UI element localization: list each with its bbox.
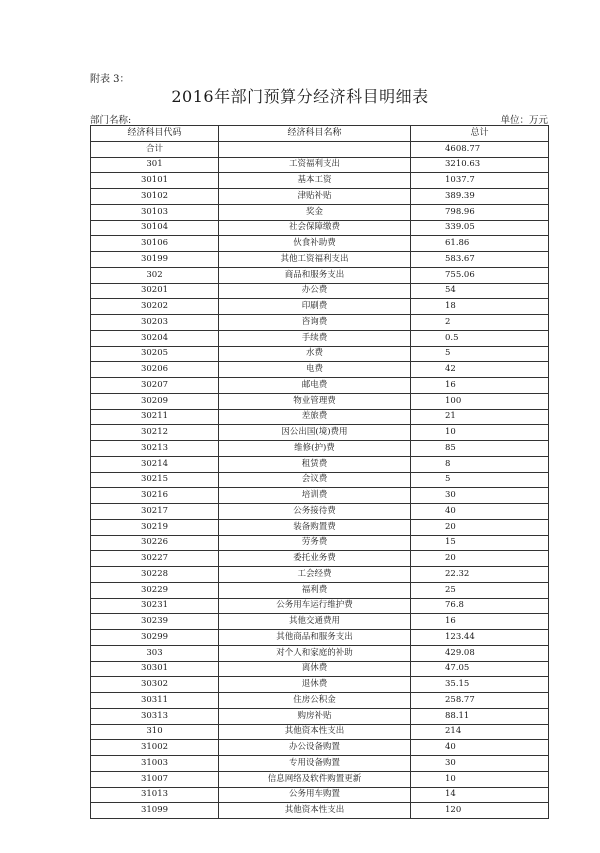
row-name: 劳务费 <box>219 535 411 551</box>
budget-table <box>90 125 549 819</box>
row-amount: 14 <box>411 787 549 803</box>
header-code: 经济科目代码 <box>91 126 219 142</box>
row-name: 津贴补贴 <box>219 189 411 205</box>
row-name: 咨询费 <box>219 315 411 331</box>
row-code: 30214 <box>91 456 219 472</box>
row-code: 301 <box>91 157 219 173</box>
row-code: 30203 <box>91 315 219 331</box>
row-amount: 100 <box>411 393 549 409</box>
row-amount: 258.77 <box>411 693 549 709</box>
row-amount: 76.8 <box>411 598 549 614</box>
row-code: 303 <box>91 645 219 661</box>
row-name: 商品和服务支出 <box>219 267 411 283</box>
page-title: 2016年部门预算分经济科目明细表 <box>171 87 429 106</box>
row-code: 30215 <box>91 472 219 488</box>
row-name: 其他商品和服务支出 <box>219 630 411 646</box>
table-row <box>91 456 549 472</box>
row-name: 社会保障缴费 <box>219 220 411 236</box>
table-row <box>91 708 549 724</box>
row-code: 30229 <box>91 582 219 598</box>
table-row <box>91 771 549 787</box>
row-amount: 88.11 <box>411 708 549 724</box>
table-row <box>91 330 549 346</box>
row-code: 30302 <box>91 677 219 693</box>
table-row <box>91 252 549 268</box>
row-amount: 214 <box>411 724 549 740</box>
row-amount: 389.39 <box>411 189 549 205</box>
table-row <box>91 204 549 220</box>
row-code: 30201 <box>91 283 219 299</box>
row-name: 办公费 <box>219 283 411 299</box>
row-code: 30209 <box>91 393 219 409</box>
row-amount: 18 <box>411 299 549 315</box>
row-code: 30311 <box>91 693 219 709</box>
table-row <box>91 378 549 394</box>
row-name: 工会经费 <box>219 567 411 583</box>
row-amount: 85 <box>411 441 549 457</box>
row-amount: 54 <box>411 283 549 299</box>
row-code: 30211 <box>91 409 219 425</box>
row-code: 30205 <box>91 346 219 362</box>
row-code: 30301 <box>91 661 219 677</box>
row-code: 31099 <box>91 803 219 819</box>
row-name: 委托业务费 <box>219 551 411 567</box>
row-name: 其他工资福利支出 <box>219 252 411 268</box>
row-name: 因公出国(境)费用 <box>219 425 411 441</box>
table-row <box>91 141 549 157</box>
row-code: 30102 <box>91 189 219 205</box>
row-code: 30217 <box>91 504 219 520</box>
row-name: 购房补贴 <box>219 708 411 724</box>
row-amount: 20 <box>411 519 549 535</box>
table-row <box>91 724 549 740</box>
row-code: 30103 <box>91 204 219 220</box>
row-code: 合计 <box>91 141 219 157</box>
row-name: 物业管理费 <box>219 393 411 409</box>
attachment-label: 附表 3： <box>90 74 130 85</box>
row-code: 30213 <box>91 441 219 457</box>
row-amount: 42 <box>411 362 549 378</box>
row-name: 福利费 <box>219 582 411 598</box>
table-row <box>91 803 549 819</box>
row-name: 公务接待费 <box>219 504 411 520</box>
table-row <box>91 409 549 425</box>
row-name: 其他交通费用 <box>219 614 411 630</box>
row-amount: 10 <box>411 425 549 441</box>
table-row <box>91 283 549 299</box>
table-row <box>91 346 549 362</box>
table-row <box>91 362 549 378</box>
row-amount: 1037.7 <box>411 173 549 189</box>
row-amount: 61.86 <box>411 236 549 252</box>
table-row <box>91 693 549 709</box>
row-amount: 5 <box>411 472 549 488</box>
row-code: 302 <box>91 267 219 283</box>
row-code: 31003 <box>91 756 219 772</box>
table-row <box>91 189 549 205</box>
table-row <box>91 645 549 661</box>
table-row <box>91 236 549 252</box>
row-amount: 30 <box>411 488 549 504</box>
row-amount: 40 <box>411 504 549 520</box>
table-row <box>91 661 549 677</box>
row-code: 30227 <box>91 551 219 567</box>
table-row <box>91 598 549 614</box>
table-row <box>91 551 549 567</box>
row-name: 对个人和家庭的补助 <box>219 645 411 661</box>
table-header-row <box>91 126 549 142</box>
row-code: 30101 <box>91 173 219 189</box>
table-row <box>91 519 549 535</box>
table-row <box>91 157 549 173</box>
row-code: 30219 <box>91 519 219 535</box>
table-row <box>91 267 549 283</box>
table-row <box>91 630 549 646</box>
table-row <box>91 740 549 756</box>
table-row <box>91 677 549 693</box>
row-code: 30313 <box>91 708 219 724</box>
row-code: 30202 <box>91 299 219 315</box>
row-code: 30299 <box>91 630 219 646</box>
row-code: 310 <box>91 724 219 740</box>
unit-label: 单位：万元 <box>500 115 548 126</box>
row-amount: 30 <box>411 756 549 772</box>
row-amount: 5 <box>411 346 549 362</box>
row-amount: 35.15 <box>411 677 549 693</box>
row-amount: 40 <box>411 740 549 756</box>
table-row <box>91 504 549 520</box>
row-amount: 3210.63 <box>411 157 549 173</box>
table-row <box>91 441 549 457</box>
row-amount: 339.05 <box>411 220 549 236</box>
row-name: 专用设备购置 <box>219 756 411 772</box>
row-name: 手续费 <box>219 330 411 346</box>
row-code: 30216 <box>91 488 219 504</box>
row-amount: 0.5 <box>411 330 549 346</box>
row-code: 30106 <box>91 236 219 252</box>
row-amount: 2 <box>411 315 549 331</box>
department-label: 部门名称: <box>90 115 132 126</box>
row-amount: 4608.77 <box>411 141 549 157</box>
row-name: 租赁费 <box>219 456 411 472</box>
row-name: 基本工资 <box>219 173 411 189</box>
row-code: 30239 <box>91 614 219 630</box>
row-amount: 20 <box>411 551 549 567</box>
row-name: 维修(护)费 <box>219 441 411 457</box>
row-code: 30207 <box>91 378 219 394</box>
table-row <box>91 756 549 772</box>
row-name: 水费 <box>219 346 411 362</box>
row-amount: 16 <box>411 378 549 394</box>
row-amount: 120 <box>411 803 549 819</box>
table-row <box>91 535 549 551</box>
row-amount: 21 <box>411 409 549 425</box>
row-amount: 15 <box>411 535 549 551</box>
table-row <box>91 614 549 630</box>
header-name: 经济科目名称 <box>219 126 411 142</box>
row-name: 奖金 <box>219 204 411 220</box>
table-row <box>91 787 549 803</box>
row-name: 退休费 <box>219 677 411 693</box>
row-code: 30231 <box>91 598 219 614</box>
row-name: 会议费 <box>219 472 411 488</box>
table-row <box>91 425 549 441</box>
row-name: 印刷费 <box>219 299 411 315</box>
row-code: 30226 <box>91 535 219 551</box>
row-amount: 47.05 <box>411 661 549 677</box>
row-amount: 583.67 <box>411 252 549 268</box>
table-row <box>91 315 549 331</box>
row-name: 工资福利支出 <box>219 157 411 173</box>
table-row <box>91 472 549 488</box>
row-name: 其他资本性支出 <box>219 803 411 819</box>
row-amount: 16 <box>411 614 549 630</box>
row-name: 培训费 <box>219 488 411 504</box>
row-amount: 429.08 <box>411 645 549 661</box>
row-name: 离休费 <box>219 661 411 677</box>
row-code: 30212 <box>91 425 219 441</box>
row-name: 公务用车购置 <box>219 787 411 803</box>
row-name: 电费 <box>219 362 411 378</box>
row-code: 30204 <box>91 330 219 346</box>
row-name: 信息网络及软件购置更新 <box>219 771 411 787</box>
row-amount: 25 <box>411 582 549 598</box>
row-code: 31002 <box>91 740 219 756</box>
row-name: 办公设备购置 <box>219 740 411 756</box>
row-name: 其他资本性支出 <box>219 724 411 740</box>
row-code: 30199 <box>91 252 219 268</box>
table-row <box>91 582 549 598</box>
row-name: 公务用车运行维护费 <box>219 598 411 614</box>
row-code: 31007 <box>91 771 219 787</box>
table-row <box>91 488 549 504</box>
table-row <box>91 173 549 189</box>
table-row <box>91 393 549 409</box>
row-code: 31013 <box>91 787 219 803</box>
row-name: 伙食补助费 <box>219 236 411 252</box>
row-name: 差旅费 <box>219 409 411 425</box>
row-name: 邮电费 <box>219 378 411 394</box>
row-code: 30228 <box>91 567 219 583</box>
row-amount: 10 <box>411 771 549 787</box>
table-row <box>91 220 549 236</box>
header-total: 总计 <box>411 126 549 142</box>
row-amount: 22.32 <box>411 567 549 583</box>
row-name: 住房公积金 <box>219 693 411 709</box>
row-amount: 755.06 <box>411 267 549 283</box>
table-row <box>91 299 549 315</box>
row-name: 装备购置费 <box>219 519 411 535</box>
row-amount: 798.96 <box>411 204 549 220</box>
row-amount: 8 <box>411 456 549 472</box>
row-amount: 123.44 <box>411 630 549 646</box>
row-code: 30206 <box>91 362 219 378</box>
table-row <box>91 567 549 583</box>
row-name <box>219 141 411 157</box>
row-code: 30104 <box>91 220 219 236</box>
